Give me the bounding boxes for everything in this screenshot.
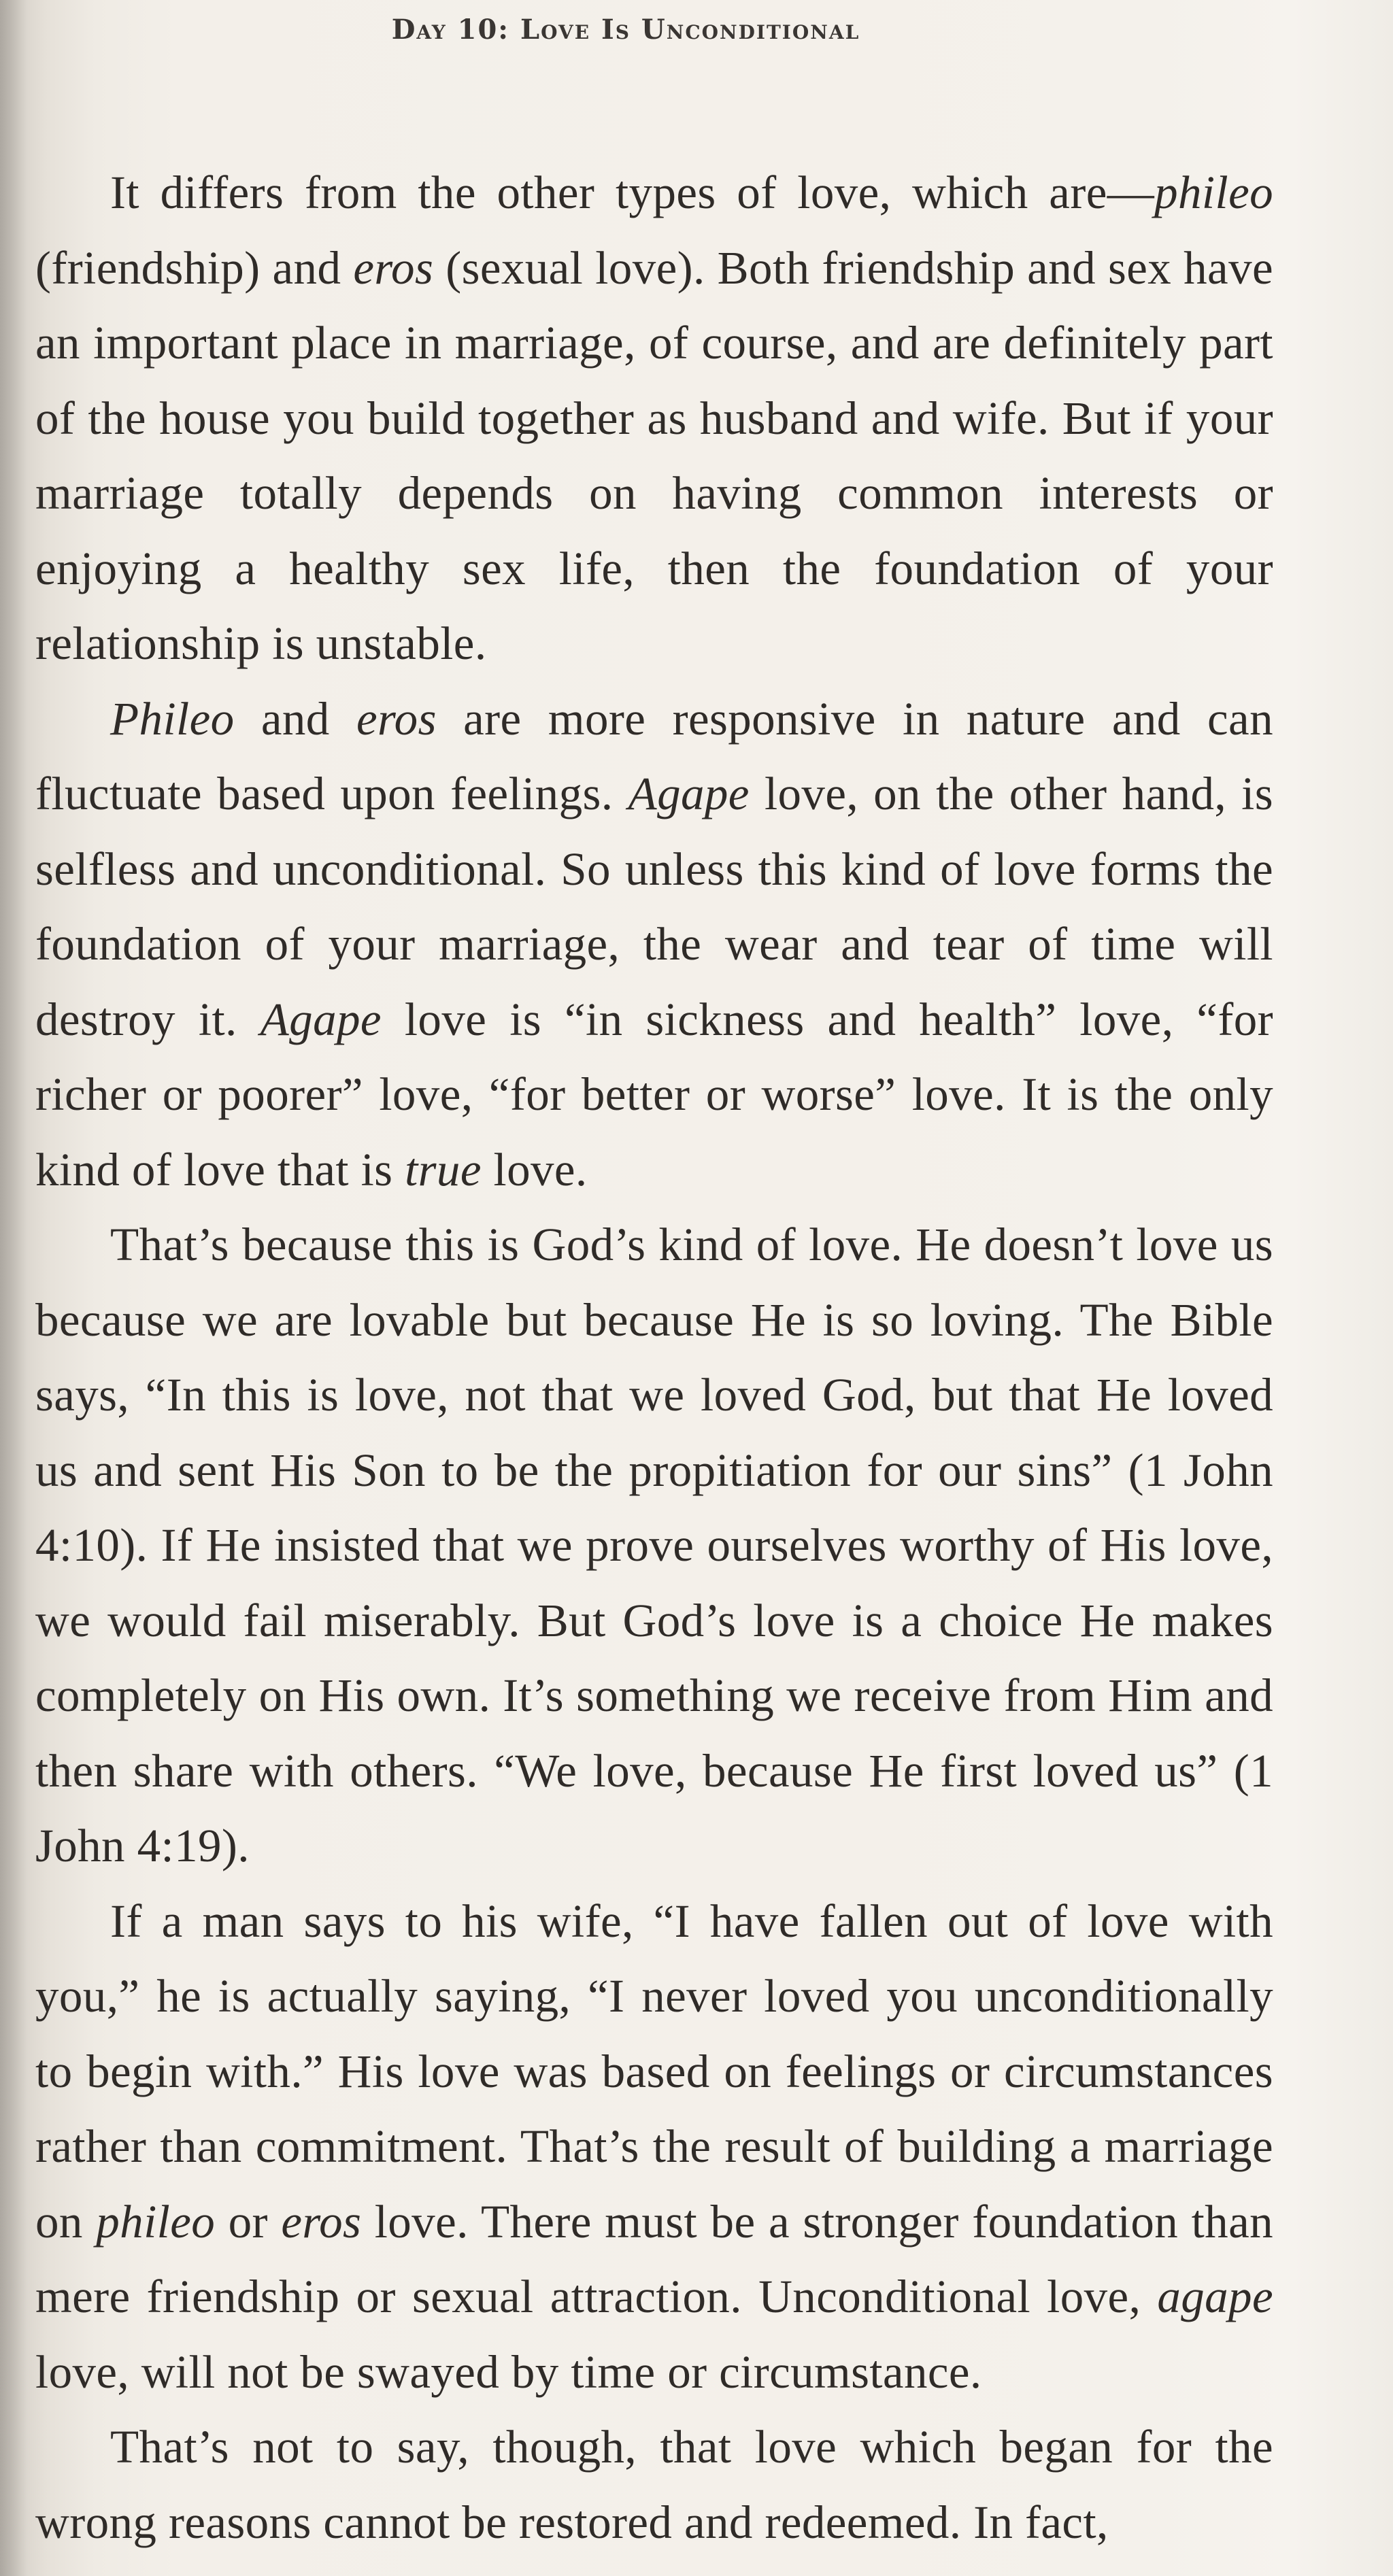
paragraph <box>35 1207 1273 1884</box>
text-run: love. There must be a stronger foundation than mere friendship or sexual attraction. Unconditional love, <box>35 2195 1274 2322</box>
text-run: (friendship) and <box>35 241 354 294</box>
italic-term: true <box>405 1143 482 1196</box>
italic-term: eros <box>356 692 437 745</box>
paragraph <box>35 155 1273 681</box>
text-run: (sexual love). Both friendship and sex have an important place in marriage, of course, and are definitely part of the house you build together as husband and wife. But if your marriage totally depends on having common interests or enjoying a healthy sex life, then the foundation of your relationship is unstable. <box>35 241 1273 669</box>
paragraph <box>35 681 1273 1208</box>
text-run: love is “in sickness and health” love, “for richer or poorer” love, “for better or worse” love. It is the only kind of love that is <box>35 993 1273 1196</box>
italic-term: eros <box>353 241 434 294</box>
text-run: love, will not be swayed by time or circumstance. <box>35 2345 982 2398</box>
text-run: are more responsive in nature and can fluctuate based upon feelings. <box>35 692 1273 819</box>
text-run: If a man says to his wife, “I have fallen out of love with you,” he is actually saying, “I never loved you unconditionally to begin with.” His love was based on feelings or circumstances rather than commitment. That’s the result of building a marriage on <box>35 1895 1273 2248</box>
text-run: That’s not to say, though, that love which began for the wrong reasons cannot be restored and redeemed. In fact, <box>35 2421 1273 2548</box>
text-run: love. <box>481 1143 588 1196</box>
italic-term: Agape <box>628 768 750 819</box>
text-run: love, on the other hand, is selfless and unconditional. So unless this kind of love forms the foundation of your marriage, the wear and tear of time will destroy it. <box>35 768 1273 1045</box>
text-run: or <box>215 2195 282 2248</box>
italic-term: Agape <box>260 993 382 1045</box>
text-run: That’s because this is God’s kind of love. He doesn’t love us because we are lovable but because He is so loving. The Bible says, “In this is love, not that we loved God, but that He loved us and sent His Son to be the propitiation for our sins” (1 John 4:10). If He insisted that we prove ourselves worthy of His love, we would fail miserably. But God’s love is a choice He makes completely on His own. It’s something we receive from Him and then share with others. “We love, because He first loved us” (1 John 4:19). <box>35 1219 1273 1871</box>
italic-term: phileo <box>1154 167 1273 218</box>
page-gutter-shadow <box>0 0 27 2576</box>
italic-term: agape <box>1157 2271 1273 2322</box>
paragraph <box>35 2409 1273 2560</box>
paragraph <box>35 1884 1273 2410</box>
text-run: and <box>234 692 356 745</box>
running-head: Day 10: Love Is Unconditional <box>391 14 860 46</box>
italic-term: eros <box>281 2195 362 2248</box>
text-run: It differs from the other types of love, which are— <box>110 167 1155 218</box>
body-text <box>35 155 1273 2560</box>
italic-term: phileo <box>96 2195 216 2248</box>
italic-term: Phileo <box>110 692 235 745</box>
